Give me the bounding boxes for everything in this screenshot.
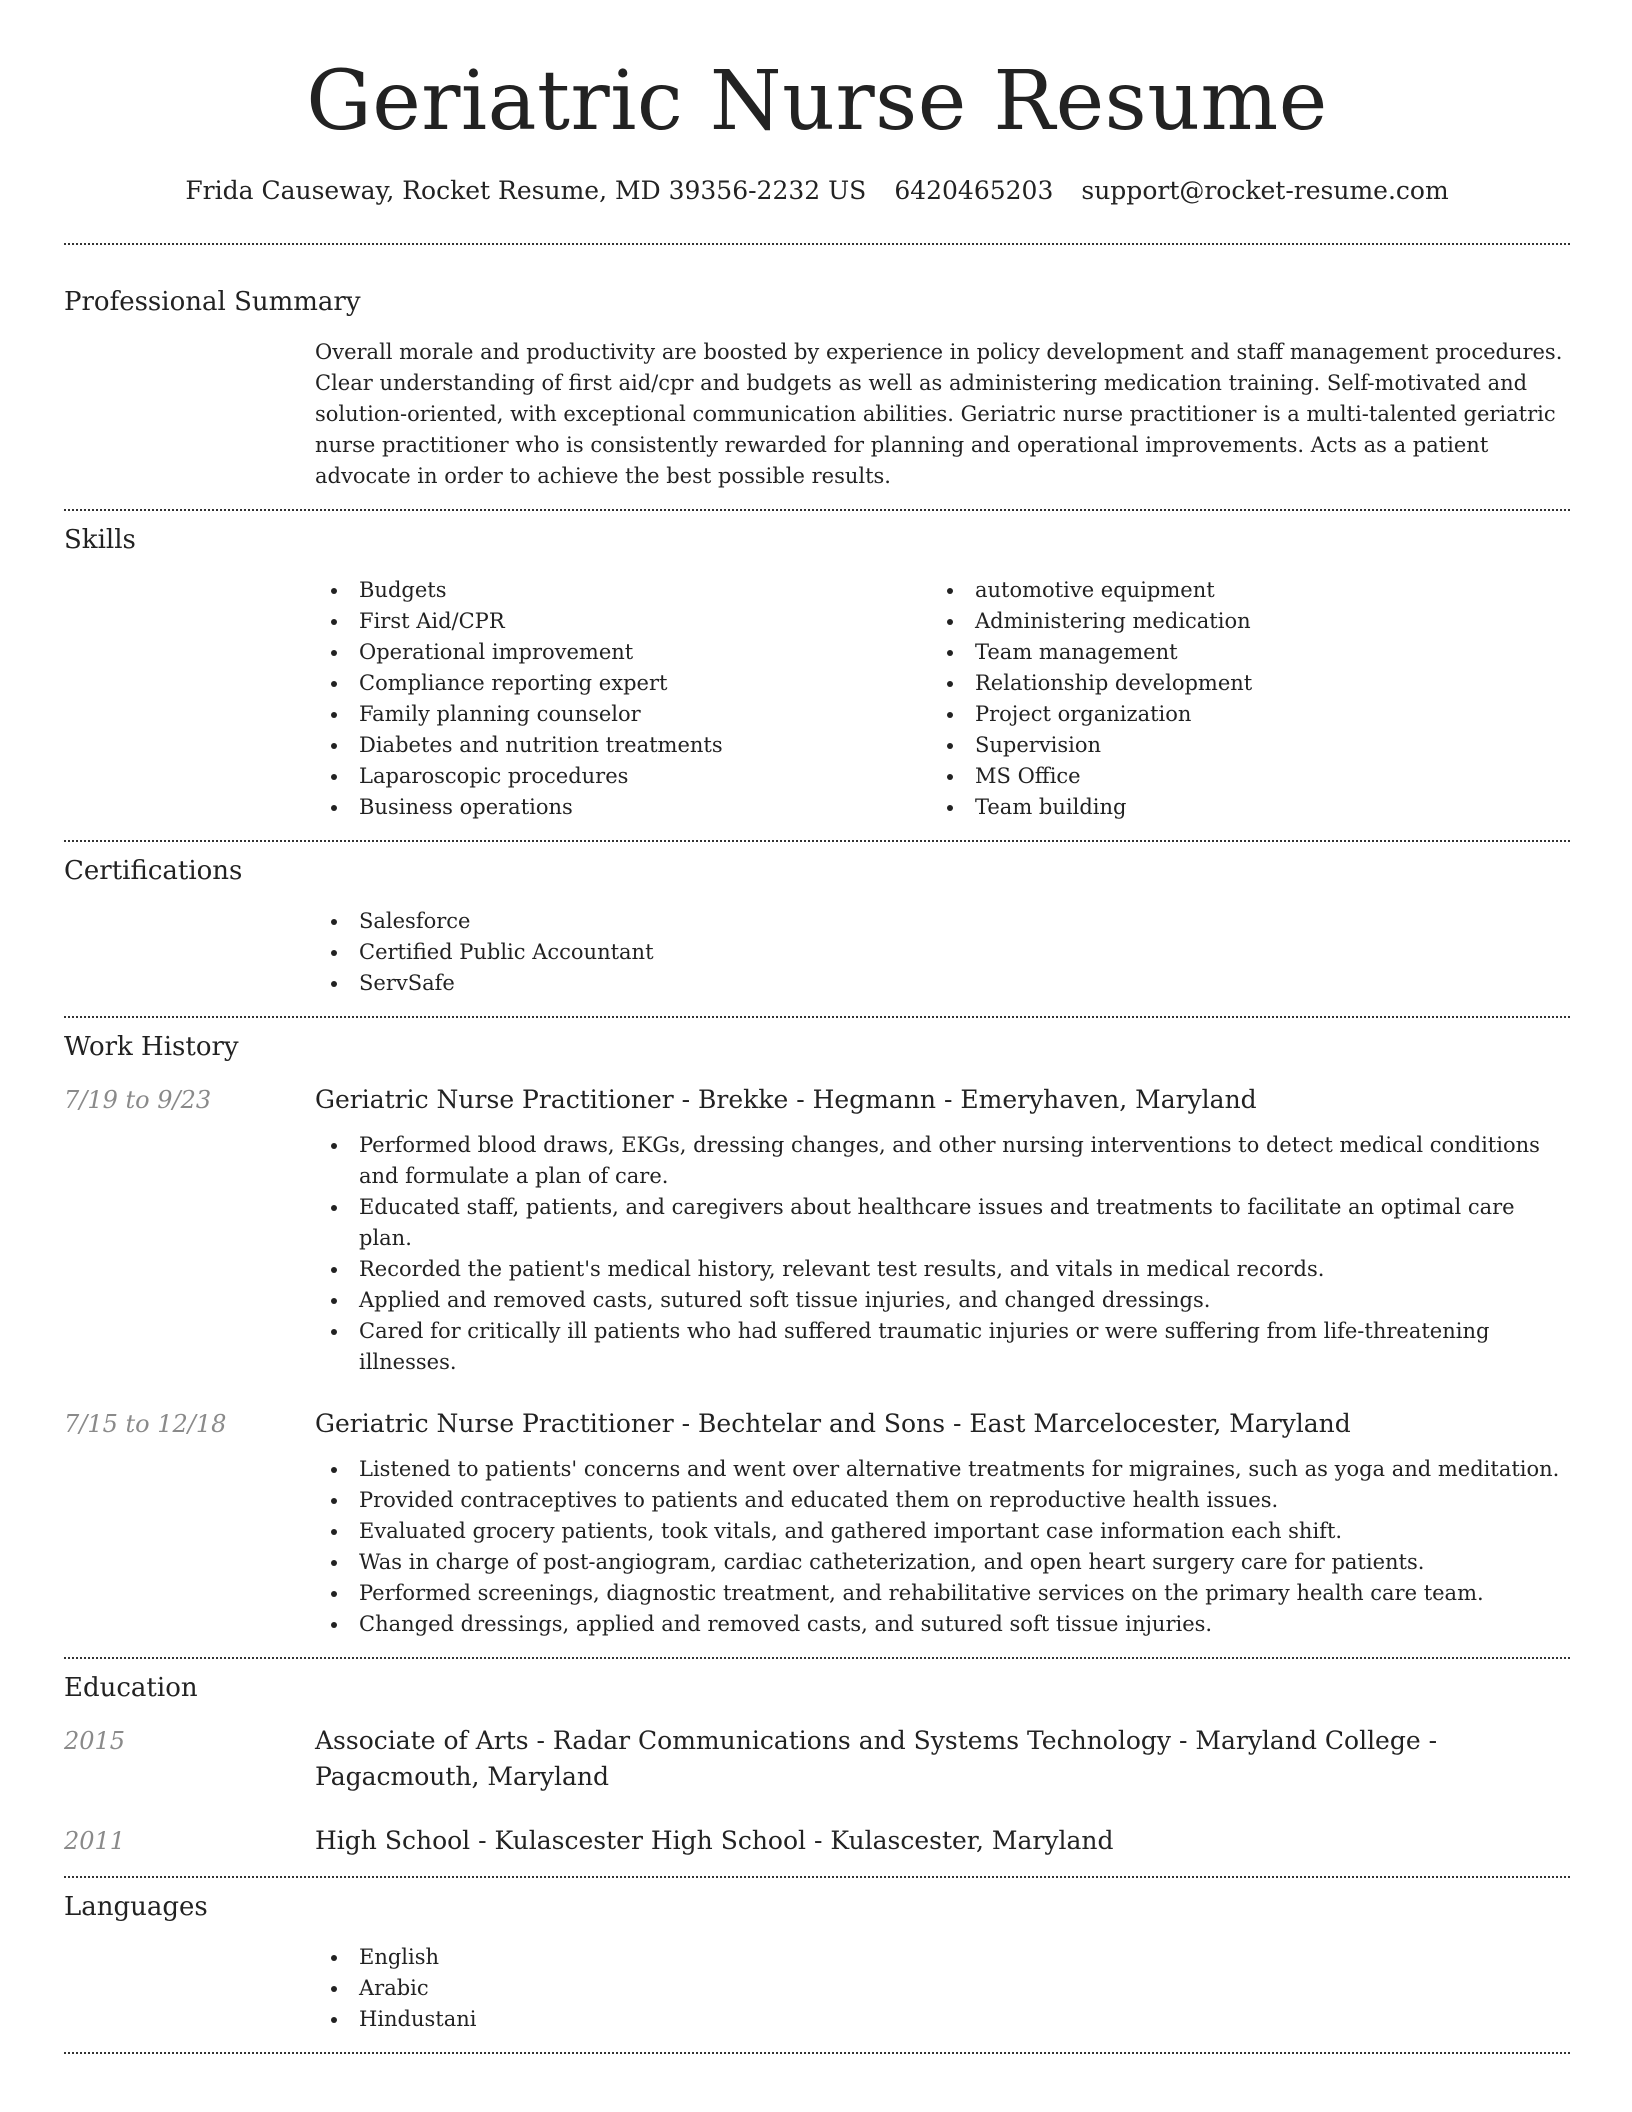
job-bullet: Provided contraceptives to patients and educated them on reproductive health issues. (315, 1485, 1570, 1516)
work-heading: Work History (64, 1032, 239, 1062)
job-entry (64, 1406, 1570, 1640)
job-bullet: Performed blood draws, EKGs, dressing changes, and other nursing interventions to detect medical conditions and formulate a plan of care. (315, 1130, 1570, 1192)
contact-email: support@rocket-resume.com (1081, 176, 1449, 205)
skill-item: Diabetes and nutrition treatments (315, 730, 931, 761)
job-date: 7/15 to 12/18 (64, 1410, 227, 1438)
skill-item: Team management (931, 637, 1547, 668)
divider (64, 1657, 1570, 1659)
resume-page (64, 0, 1570, 2054)
skill-item: First Aid/CPR (315, 606, 931, 637)
job-bullet: Was in charge of post-angiogram, cardiac catheterization, and open heart surgery care for patients. (315, 1547, 1570, 1578)
contact-address: Frida Causeway, Rocket Resume, MD 39356-2232 US (185, 176, 867, 205)
skill-item: Business operations (315, 792, 931, 823)
job-entry (64, 1082, 1570, 1378)
skill-item: Operational improvement (315, 637, 931, 668)
job-bullet: Performed screenings, diagnostic treatment, and rehabilitative services on the primary health care team. (315, 1578, 1570, 1609)
skill-item: MS Office (931, 761, 1547, 792)
summary-text: Overall morale and productivity are boosted by experience in policy development and staff management procedures. Clear understanding of first aid/cpr and budgets as well as administering medication training. Self-motivated and solution-oriented, with exceptional communication abilities. Geriatric nurse practitioner is a multi-talented geriatric nurse practitioner who is consistently rewarded for planning and operational improvements. Acts as a patient advocate in order to achieve the best possible results. (315, 340, 1563, 488)
skill-item: Project organization (931, 699, 1547, 730)
skill-item: Administering medication (931, 606, 1547, 637)
job-bullet: Evaluated grocery patients, took vitals, and gathered important case information each shift. (315, 1516, 1570, 1547)
language-item: Hindustani (315, 2004, 1570, 2035)
contact-phone: 6420465203 (894, 176, 1054, 205)
certification-item: Certified Public Accountant (315, 937, 1570, 968)
work-section (64, 1030, 1570, 1640)
languages-list (315, 1942, 1570, 2035)
skills-list (315, 575, 1570, 823)
divider (64, 509, 1570, 511)
certification-item: Salesforce (315, 906, 1570, 937)
job-bullet: Listened to patients' concerns and went over alternative treatments for migraines, such as yoga and meditation. (315, 1454, 1570, 1485)
skill-item: Compliance reporting expert (315, 668, 931, 699)
certifications-heading: Certifications (64, 856, 243, 886)
job-date: 7/19 to 9/23 (64, 1086, 212, 1114)
language-item: Arabic (315, 1973, 1570, 2004)
job-bullet: Applied and removed casts, sutured soft tissue injuries, and changed dressings. (315, 1285, 1570, 1316)
job-title: Geriatric Nurse Practitioner - Brekke - Hegmann - Emeryhaven, Maryland (315, 1085, 1257, 1114)
resume-title: Geriatric Nurse Resume (306, 54, 1328, 149)
contact-line (64, 174, 1570, 208)
skills-section (64, 523, 1570, 823)
certifications-section (64, 854, 1570, 999)
education-date: 2011 (64, 1827, 126, 1855)
languages-heading: Languages (64, 1892, 208, 1922)
job-bullet: Recorded the patient's medical history, relevant test results, and vitals in medical records. (315, 1254, 1570, 1285)
skill-item: Laparoscopic procedures (315, 761, 931, 792)
summary-section (64, 285, 1570, 492)
education-title: High School - Kulascester High School - Kulascester, Maryland (315, 1826, 1114, 1855)
education-date: 2015 (64, 1727, 126, 1755)
summary-heading: Professional Summary (64, 287, 361, 317)
language-item: English (315, 1942, 1570, 1973)
skill-item: Team building (931, 792, 1547, 823)
education-entry (64, 1723, 1570, 1795)
skill-item: automotive equipment (931, 575, 1547, 606)
divider (64, 2052, 1570, 2054)
divider (64, 840, 1570, 842)
skill-item: Budgets (315, 575, 931, 606)
job-bullet: Changed dressings, applied and removed casts, and sutured soft tissue injuries. (315, 1609, 1570, 1640)
languages-section (64, 1890, 1570, 2035)
skills-column-left (315, 575, 931, 823)
skill-item: Supervision (931, 730, 1547, 761)
job-bullet: Cared for critically ill patients who had suffered traumatic injuries or were suffering from life-threatening illnesses. (315, 1316, 1570, 1378)
education-entry (64, 1823, 1570, 1859)
job-bullets (315, 1130, 1570, 1378)
education-heading: Education (64, 1673, 198, 1703)
certification-item: ServSafe (315, 968, 1570, 999)
divider (64, 1016, 1570, 1018)
job-bullet: Educated staff, patients, and caregivers about healthcare issues and treatments to facilitate an optimal care plan. (315, 1192, 1570, 1254)
job-title: Geriatric Nurse Practitioner - Bechtelar and Sons - East Marcelocester, Maryland (315, 1409, 1351, 1438)
job-bullets (315, 1454, 1570, 1640)
certifications-list (315, 906, 1570, 999)
skills-heading: Skills (64, 525, 136, 555)
education-section (64, 1671, 1570, 1859)
divider (64, 243, 1570, 245)
divider (64, 1876, 1570, 1878)
skill-item: Relationship development (931, 668, 1547, 699)
skills-column-right (931, 575, 1547, 823)
education-title: Associate of Arts - Radar Communications and Systems Technology - Maryland College - Pagacmouth, Maryland (315, 1726, 1438, 1791)
skill-item: Family planning counselor (315, 699, 931, 730)
